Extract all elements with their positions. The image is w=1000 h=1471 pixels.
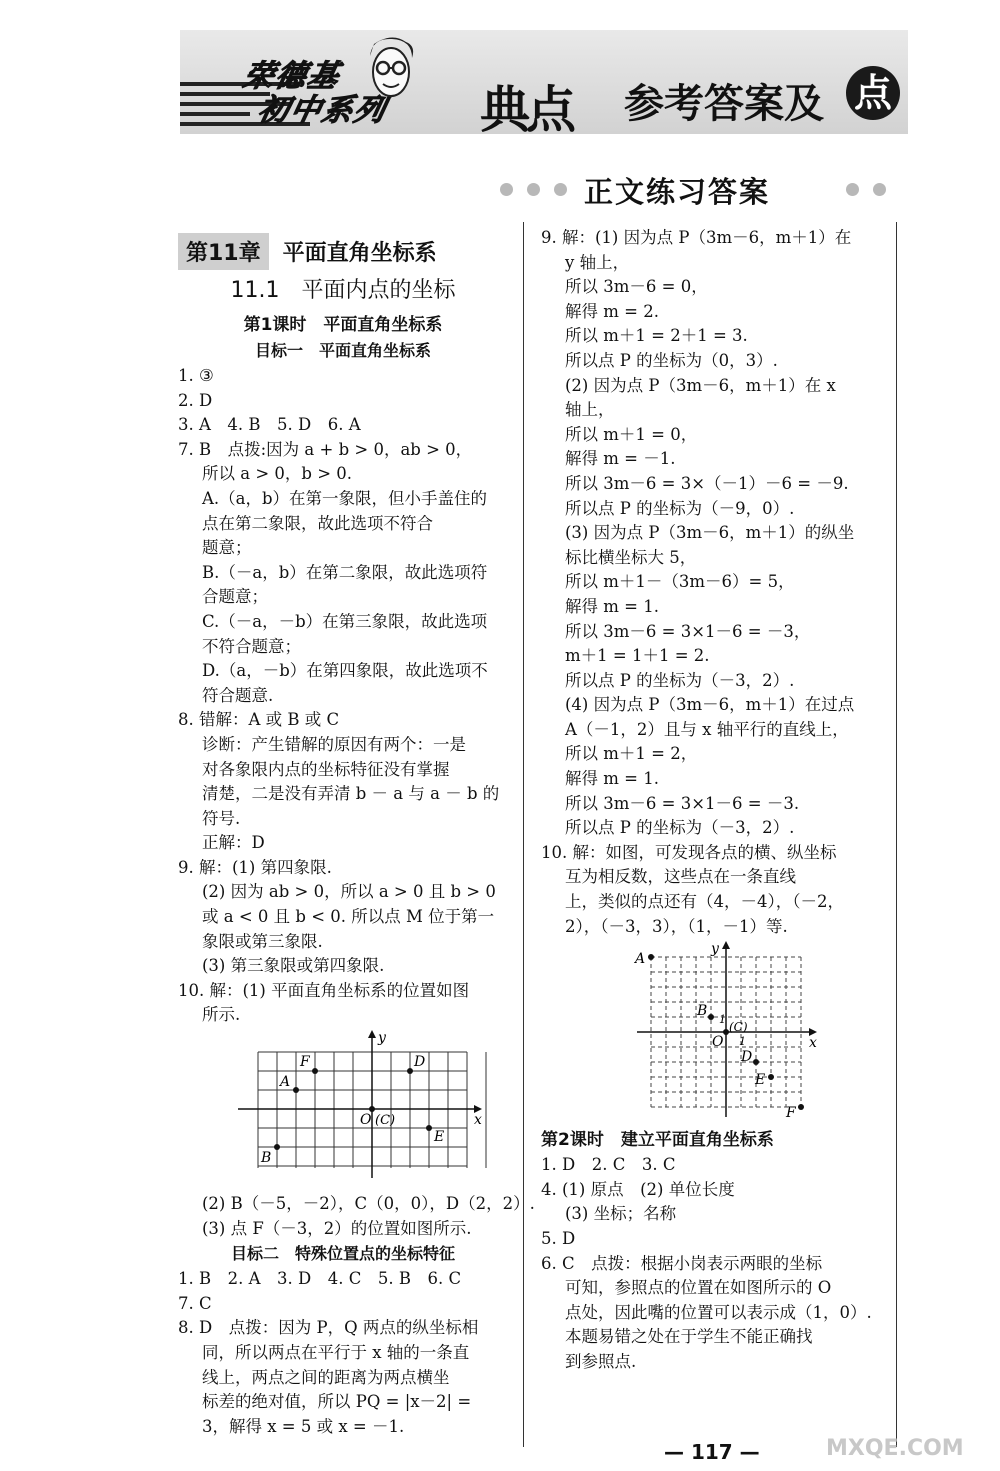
- fig1-label: A: [280, 1074, 291, 1091]
- answer-line: 解得 m = 1.: [565, 596, 659, 616]
- answer-line: 上，类似的点还有（4，－4），（－2，: [565, 892, 844, 912]
- answer-line: 2），（－3，3），（1，－1）等.: [565, 916, 788, 936]
- answer-line: 所以点 P 的坐标为（－3，2）.: [565, 818, 795, 838]
- answer-line: (2) 因为 ab > 0，所以 a > 0 且 b > 0: [202, 882, 496, 902]
- answer-list: [541, 226, 881, 939]
- banner-dot: [500, 183, 513, 196]
- answer-line: 符号.: [202, 808, 241, 828]
- banner-dot: [554, 183, 567, 196]
- header-banner: [180, 30, 908, 134]
- answer-line: 所以 3m－6 = 3×1－6 = －3.: [565, 793, 800, 813]
- answer-line: 轴上，: [565, 400, 615, 420]
- answer-line: 1. D 2. C 3. C: [541, 1155, 676, 1175]
- answer-line: y 轴上，: [565, 252, 630, 272]
- answer-line: 可知，参照点的位置在如图所示的 O: [565, 1278, 832, 1298]
- answer-line: 象限或第三象限.: [202, 931, 323, 951]
- y-axis-arrow-icon: [722, 941, 730, 949]
- answer-line: A.（a，b）在第一象限，但小手盖住的: [202, 488, 488, 508]
- answer-line: 6. C 点拨：根据小岗表示两眼的坐标: [541, 1253, 823, 1273]
- answer-line: 7. B 点拨:因为 a + b > 0，ab > 0，: [178, 439, 473, 459]
- fig2-label: 1: [739, 1035, 746, 1049]
- answer-line: 到参照点.: [565, 1351, 637, 1371]
- right-rule: [896, 222, 897, 1447]
- answer-line: 1. ③: [178, 366, 214, 385]
- answer-line: 4. (1) 原点 (2) 单位长度: [541, 1179, 735, 1199]
- header-title-dot: 点: [846, 66, 900, 120]
- answer-line: 解得 m = 1.: [565, 769, 659, 789]
- answer-line: 所以 a > 0，b > 0.: [202, 464, 353, 484]
- answer-line: 1. B 2. A 3. D 4. C 5. B 6. C: [178, 1269, 462, 1289]
- answer-line: 10. 解：(1) 平面直角坐标系的位置如图: [178, 980, 470, 1000]
- fig2-label: A: [635, 951, 646, 968]
- fig2-label: (C): [729, 1020, 748, 1035]
- answer-line: m＋1 = 1＋1 = 2.: [565, 646, 710, 666]
- answer-list: [178, 1267, 508, 1439]
- answer-line: 所以点 P 的坐标为（0，3）.: [565, 350, 778, 370]
- answer-line: 线上，两点之间的距离为两点横坐: [202, 1367, 450, 1387]
- coordinate-figure-2: [541, 939, 881, 1121]
- fig1-label: D: [414, 1054, 426, 1071]
- fig1-label: y: [378, 1030, 386, 1047]
- answer-line: 9. 解：(1) 第四象限.: [178, 857, 332, 877]
- mascot-face-icon: [362, 36, 418, 108]
- answer-line: 7. C: [178, 1293, 212, 1313]
- answer-line: 2. D: [178, 390, 213, 410]
- answer-line: (2) B（－5，－2），C（0，0），D（2，2）.: [202, 1194, 535, 1214]
- goal-title: 目标一 平面直角坐标系: [254, 341, 431, 360]
- answer-line: 合题意；: [202, 587, 268, 607]
- answer-line: 正解：D: [202, 833, 265, 853]
- answer-line: 8. D 点拨：因为 P，Q 两点的纵坐标相: [178, 1318, 479, 1338]
- answer-line: (4) 因为点 P（3m－6，m＋1）在过点: [565, 695, 855, 715]
- answer-line: 3，解得 x = 5 或 x = －1.: [202, 1416, 405, 1436]
- point-A: [648, 954, 654, 960]
- answer-line: 所以 m＋1 = 2＋1 = 3.: [565, 326, 748, 346]
- goal-title: 目标二 特殊位置点的坐标特征: [230, 1244, 455, 1264]
- answer-line: 不符合题意；: [202, 636, 301, 656]
- answer-line: 10. 解：如图，可发现各点的横、纵坐标: [541, 842, 837, 862]
- fig2-label: O: [712, 1034, 724, 1051]
- section-title: 正文练习答案: [584, 175, 771, 209]
- answer-list: [178, 1192, 535, 1241]
- answer-line: 或 a < 0 且 b < 0. 所以点 M 位于第一: [202, 907, 495, 927]
- logo-mark: 典点: [480, 81, 572, 134]
- answer-line: (3) 第三象限或第四象限.: [202, 956, 385, 976]
- fig2-label: B: [697, 1003, 708, 1020]
- fig1-label: x: [474, 1112, 482, 1129]
- lesson-title: 第2课时 建立平面直角坐标系: [541, 1130, 774, 1151]
- fig2-label: F: [786, 1105, 796, 1122]
- answer-line: 清楚，二是没有弄清 b － a 与 a － b 的: [202, 784, 500, 804]
- answer-line: (2) 因为点 P（3m－6，m＋1）在 x: [565, 375, 836, 395]
- answer-line: C.（－a，－b）在第三象限，故此选项: [202, 611, 488, 631]
- fig2-label: E: [755, 1072, 766, 1089]
- answer-line: 点在第二象限，故此选项不符合: [202, 513, 433, 533]
- answer-line: 同，所以两点在平行于 x 轴的一条直: [202, 1343, 470, 1362]
- banner-dot: [846, 183, 859, 196]
- point-D: [753, 1059, 759, 1065]
- answer-line: 互为相反数，这些点在一条直线: [565, 867, 796, 887]
- answer-line: 9. 解：(1) 因为点 P（3m－6，m＋1）在: [541, 228, 852, 247]
- answer-list: [541, 1153, 881, 1374]
- answer-line: 本题易错之处在于学生不能正确找: [565, 1327, 813, 1347]
- fig1-label: F: [300, 1054, 310, 1071]
- right-column: [541, 226, 881, 1375]
- chapter-badge: 第11章: [178, 233, 269, 270]
- brand-line2: 初中系列: [254, 93, 391, 128]
- fig1-label: B: [261, 1150, 272, 1167]
- answer-line: 所以点 P 的坐标为（－3，2）.: [565, 670, 795, 690]
- chapter-heading: [178, 232, 508, 270]
- point-B: [274, 1144, 280, 1150]
- coordinate-figure-1: [178, 1028, 508, 1188]
- left-column: [178, 232, 535, 1439]
- answer-line: B.（－a，b）在第二象限，故此选项符: [202, 562, 488, 582]
- answer-line: 所以 3m－6 = 3×1－6 = －3，: [565, 621, 811, 641]
- watermark: MXQE.COM: [826, 1436, 964, 1461]
- header-title: 参考答案及: [624, 81, 824, 127]
- fig1-label: (C): [375, 1113, 396, 1129]
- answer-line: 3. A 4. B 5. D 6. A: [178, 415, 361, 435]
- answer-line: 所以点 P 的坐标为（－9，0）.: [565, 498, 795, 518]
- fig2-label: y: [711, 941, 719, 958]
- answer-line: A（－1，2）且与 x 轴平行的直线上，: [565, 719, 849, 739]
- answer-line: (3) 坐标；名称: [565, 1204, 677, 1224]
- point-D: [407, 1068, 413, 1074]
- answer-line: 题意；: [202, 538, 252, 558]
- fig2-label: D: [741, 1049, 753, 1066]
- answer-line: 所以 m＋1－（3m－6）= 5，: [565, 572, 795, 592]
- fig1-label: O: [360, 1112, 372, 1129]
- answer-line: 8. 错解：A 或 B 或 C: [178, 710, 340, 730]
- brand-line1: 荣德基: [240, 59, 344, 94]
- point-A: [293, 1087, 299, 1093]
- answer-line: (3) 点 F（－3，2）的位置如图所示.: [202, 1218, 472, 1238]
- point-E: [426, 1125, 432, 1131]
- answer-line: 对各象限内点的坐标特征没有掌握: [202, 759, 450, 779]
- point-B: [708, 1014, 714, 1020]
- answer-line: 所以 m＋1 = 2，: [565, 744, 698, 764]
- answer-line: 所以 3m－6 = 0，: [565, 277, 708, 297]
- answer-line: 所以 m＋1 = 0，: [565, 424, 698, 444]
- fig2-label: x: [809, 1035, 817, 1052]
- answer-line: 诊断：产生错解的原因有两个：一是: [202, 734, 466, 754]
- answer-line: 所示.: [202, 1005, 241, 1025]
- point-E: [768, 1074, 774, 1080]
- subsection-title: 11.1 平面内点的坐标: [230, 278, 456, 303]
- answer-line: 标比横坐标大 5，: [565, 547, 697, 567]
- answer-line: 点处，因此嘴的位置可以表示成（1，0）.: [565, 1302, 872, 1322]
- answer-line: 5. D: [541, 1229, 576, 1248]
- answer-line: 标差的绝对值，所以 PQ = |x－2| =: [202, 1392, 472, 1412]
- y-axis-arrow-icon: [368, 1030, 376, 1038]
- fig1-label: E: [434, 1129, 445, 1146]
- chapter-title: 平面直角坐标系: [282, 240, 437, 266]
- banner-dot: [873, 183, 886, 196]
- answer-list: [178, 364, 508, 1028]
- answer-line: (3) 因为点 P（3m－6，m＋1）的纵坐: [565, 523, 855, 543]
- column-divider: [523, 222, 524, 1447]
- answer-line: 解得 m = －1.: [565, 449, 676, 469]
- banner-dot: [527, 183, 540, 196]
- answer-line: 符合题意.: [202, 685, 274, 705]
- lesson-title: 第1课时 平面直角坐标系: [243, 315, 443, 335]
- point-F: [312, 1068, 318, 1074]
- fig2-label: 1: [719, 1013, 726, 1027]
- point-F: [798, 1104, 804, 1110]
- answer-line: D.（a，－b）在第四象限，故此选项不: [202, 661, 488, 681]
- answer-line: 解得 m = 2.: [565, 301, 659, 321]
- page-number: — 117 —: [664, 1440, 760, 1464]
- answer-line: 所以 3m－6 = 3×（－1）－6 = －9.: [565, 473, 849, 493]
